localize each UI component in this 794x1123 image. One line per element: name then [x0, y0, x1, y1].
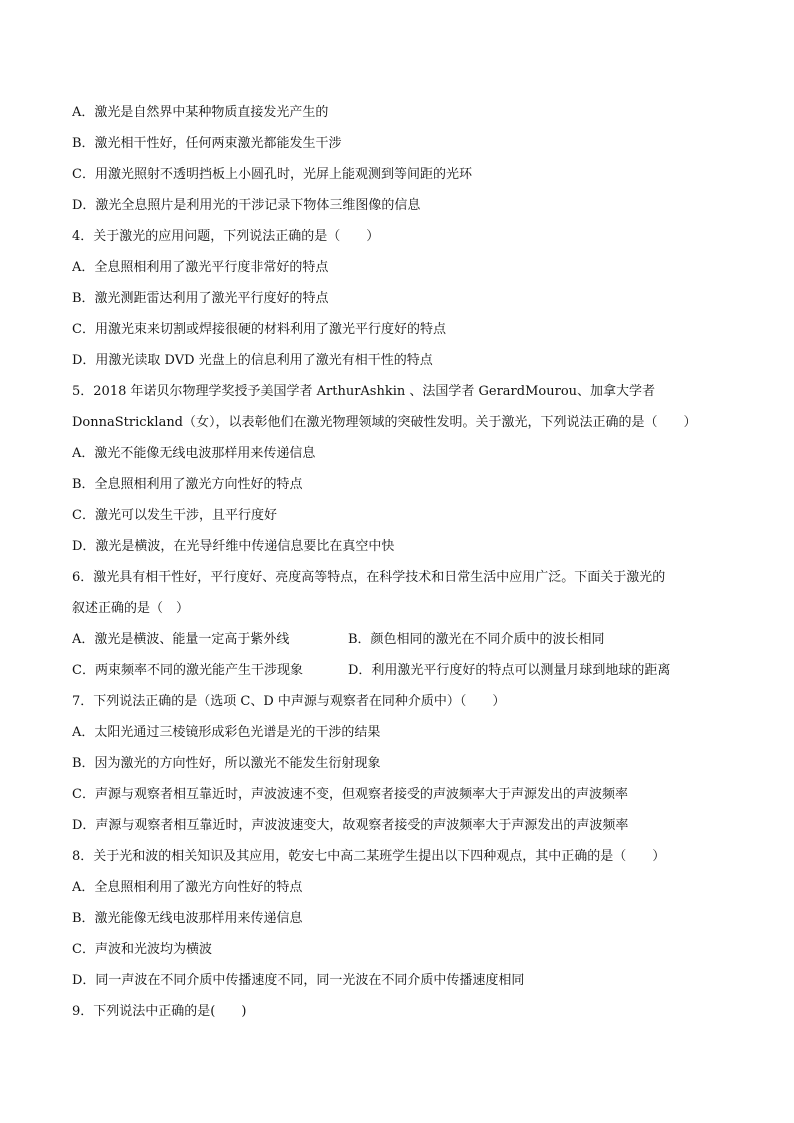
text-line: A．太阳光通过三棱镜形成彩色光谱是光的干涉的结果: [72, 725, 381, 740]
option-text: A．激光是横波、能量一定高于紫外线: [72, 632, 290, 647]
text-line: 7．下列说法正确的是（选项 C、D 中声源与观察者在同种介质中）（ ）: [72, 694, 506, 709]
text-line: A．激光是自然界中某种物质直接发光产生的: [72, 105, 329, 120]
text-line: A．激光不能像无线电波那样用来传递信息: [72, 446, 316, 461]
text-line: B．激光相干性好，任何两束激光都能发生干涉: [72, 136, 342, 151]
text-line: 9．下列说法中正确的是( ): [72, 1004, 247, 1019]
option-row: [72, 655, 722, 686]
option-text: C．两束频率不同的激光能产生干涉现象: [72, 663, 303, 678]
option-text: D．利用激光平行度好的特点可以测量月球到地球的距离: [348, 663, 671, 678]
text-line: DonnaStrickland（女），以表彰他们在激光物理领域的突破性发明。关于激光，下列说法正确的是（ ）: [72, 415, 697, 430]
text-line: 6．激光具有相干性好，平行度好、亮度高等特点，在科学技术和日常生活中应用广泛。下面关于激光的: [72, 570, 666, 585]
text-line: 5．2018 年诺贝尔物理学奖授予美国学者 ArthurAshkin 、法国学者 GerardMourou、加拿大学者: [72, 384, 656, 399]
text-line: B．激光测距雷达利用了激光平行度好的特点: [72, 291, 329, 306]
text-line: D．激光是横波，在光导纤维中传递信息要比在真空中快: [72, 539, 395, 554]
text-line: A．全息照相利用了激光方向性好的特点: [72, 880, 303, 895]
text-line: C．用激光照射不透明挡板上小圆孔时，光屏上能观测到等间距的光环: [72, 167, 472, 182]
text-line: C．声波和光波均为横波: [72, 942, 212, 957]
text-line: B．全息照相利用了激光方向性好的特点: [72, 477, 303, 492]
text-line: C．声源与观察者相互靠近时，声波波速不变，但观察者接受的声波频率大于声源发出的声波频率: [72, 787, 628, 802]
text-line: D．用激光读取 DVD 光盘上的信息利用了激光有相干性的特点: [72, 353, 433, 368]
text-line: D．激光全息照片是利用光的干涉记录下物体三维图像的信息: [72, 198, 421, 213]
text-line: B．因为激光的方向性好，所以激光不能发生衍射现象: [72, 756, 381, 771]
text-line: 8．关于光和波的相关知识及其应用，乾安七中高二某班学生提出以下四种观点，其中正确的是（ ）: [72, 849, 666, 864]
text-line: B．激光能像无线电波那样用来传递信息: [72, 911, 303, 926]
text-line: 叙述正确的是（ ）: [72, 601, 190, 616]
question-list: [72, 97, 722, 1027]
text-line: D．同一声波在不同介质中传播速度不同，同一光波在不同介质中传播速度相同: [72, 973, 525, 988]
text-line: A．全息照相利用了激光平行度非常好的特点: [72, 260, 329, 275]
text-line: C．激光可以发生干涉，且平行度好: [72, 508, 277, 523]
text-line: C．用激光束来切割或焊接很硬的材料利用了激光平行度好的特点: [72, 322, 446, 337]
option-text: B．颜色相同的激光在不同介质中的波长相同: [348, 632, 605, 647]
text-line: D．声源与观察者相互靠近时，声波波速变大，故观察者接受的声波频率大于声源发出的声波频率: [72, 818, 629, 833]
text-line: 4．关于激光的应用问题，下列说法正确的是（ ）: [72, 229, 380, 244]
option-row: [72, 624, 722, 655]
